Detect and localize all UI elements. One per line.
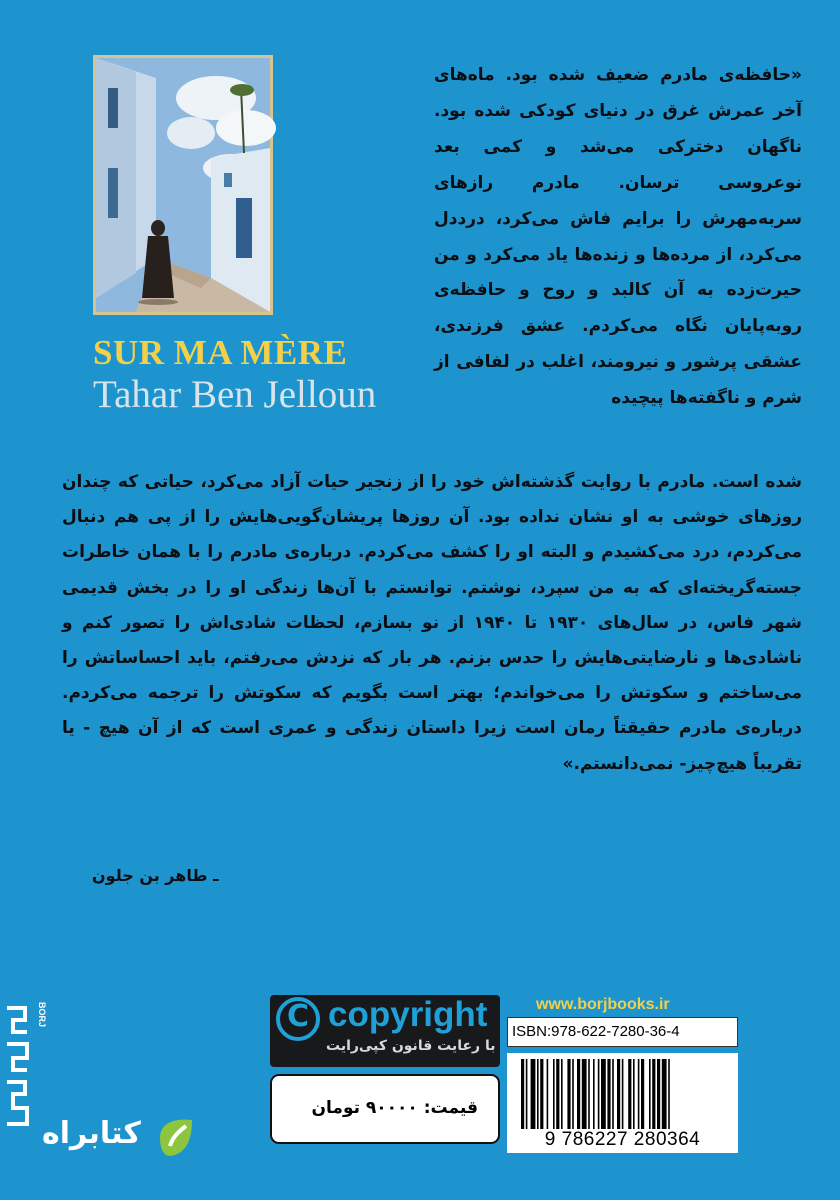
barcode-bar [657, 1059, 660, 1129]
barcode-bar [553, 1059, 555, 1129]
isbn-label: ISBN:978-622-7280-36-4 [507, 1017, 738, 1047]
barcode-bar [601, 1059, 606, 1129]
book-title: SUR MA MÈRE [93, 333, 348, 372]
barcode-bar [556, 1059, 559, 1129]
barcode-bar [577, 1059, 580, 1129]
barcode-bar [617, 1059, 620, 1129]
barcode-bar [582, 1059, 587, 1129]
price-box [270, 1074, 500, 1144]
barcode-bar [649, 1059, 651, 1129]
barcode-bar [662, 1059, 667, 1129]
barcode-bar [561, 1059, 563, 1129]
copyright-icon [276, 997, 320, 1041]
barcode-bar [638, 1059, 640, 1129]
borj-logo [5, 1000, 45, 1130]
blurb-paragraph-bottom: شده است. مادرم با روایت گذشته‌اش خود را از زنجیر حیات آزاد می‌کرد، حیاتی که چندان روزهای خوشی به او نشان نداده بود. آن روزها پریشان‌گویی‌هایش را از پی هم دنبال می‌کردم، درد می‌کشیدم و البته او را کشف می‌کردم. درباره‌ی مادرم را با همان خاطرات جسته‌گریخته‌ای که به من سپرد، نوشتم. توانستم با آن‌ها زندگی او را در بخش قدیمی شهر فاس، در سال‌های ۱۹۳۰ تا ۱۹۴۰ از نو بسازم، لحظات شادی‌اش را تصور کنم و ناشادی‌ها و نارضایتی‌هایش را حدس بزنم. هر بار که نزدش می‌رفتم، باید احساساتش را می‌ساختم و سکوتش را می‌خواندم؛ بهتر است بگویم که سکوتش را ترجمه می‌کردم. درباره‌ی مادرم حقیقتاً رمان است زیرا داستان زندگی و عمری است که از آن هیچ - یا تقریباً هیچ‌چیز- نمی‌دانستم.» [62, 472, 802, 774]
barcode-bar [622, 1059, 624, 1129]
ketabrah-leaf-icon [154, 1116, 198, 1160]
barcode-bar [531, 1059, 536, 1129]
svg-text:BORJ: BORJ [37, 1002, 47, 1028]
barcode-bar [633, 1059, 635, 1129]
barcode-bar [540, 1059, 543, 1129]
barcode-bar [641, 1059, 644, 1129]
barcode-bar [593, 1059, 595, 1129]
barcode [507, 1053, 738, 1153]
copyright-badge [270, 995, 500, 1067]
barcode-bar [526, 1059, 528, 1129]
barcode-bar [572, 1059, 574, 1129]
cover-painting [93, 55, 273, 315]
barcode-bar [567, 1059, 570, 1129]
barcode-bar [598, 1059, 600, 1129]
publisher-website[interactable]: www.borjbooks.ir [536, 996, 670, 1013]
price-label: قیمت: ۹۰۰۰۰ تومان [311, 1098, 478, 1118]
barcode-bar [668, 1059, 670, 1129]
copyright-word: copyright [328, 995, 488, 1034]
copyright-subtitle: با رعایت قانون کپی‌رایت [326, 1038, 496, 1054]
barcode-bar [612, 1059, 614, 1129]
barcode-bar [628, 1059, 631, 1129]
barcode-bar [537, 1059, 539, 1129]
copyright-symbol: C [286, 999, 310, 1034]
author-signature: ـ طاهر بن جلون [92, 866, 219, 885]
book-author: Tahar Ben Jelloun [93, 373, 377, 416]
barcode-bars [521, 1059, 724, 1129]
street-scene-illustration [96, 58, 270, 312]
barcode-bar [607, 1059, 610, 1129]
barcode-bar [547, 1059, 549, 1129]
blurb-paragraph-top: «حافظه‌ی مادرم ضعیف شده بود. ماه‌های آخر عمرش غرق در دنیای کودکی شده بود. ناگهان دخترکی می‌شد و کمی بعد نوعروسی ترسان. مادرم رازهای سربه‌مهرش را برایم فاش می‌کرد، درددل می‌کرد، از مرده‌ها و زنده‌ها یاد می‌کرد و من حیرت‌زده به آن کالبد و روح و حافظه‌ی روبه‌پایان نگاه می‌کردم. عشق فرزندی، عشقی پرشور و نیرومند، اغلب در لفافی از شرم و ناگفته‌ها پیچیده [434, 65, 802, 409]
borj-maze-icon [5, 1000, 45, 1130]
ketabrah-brand [42, 1112, 232, 1162]
brand-name: کتابراه [42, 1116, 141, 1151]
barcode-number: 9 786227 280364 [544, 1129, 701, 1150]
barcode-bar [521, 1059, 524, 1129]
barcode-bar [588, 1059, 590, 1129]
barcode-bar [652, 1059, 655, 1129]
